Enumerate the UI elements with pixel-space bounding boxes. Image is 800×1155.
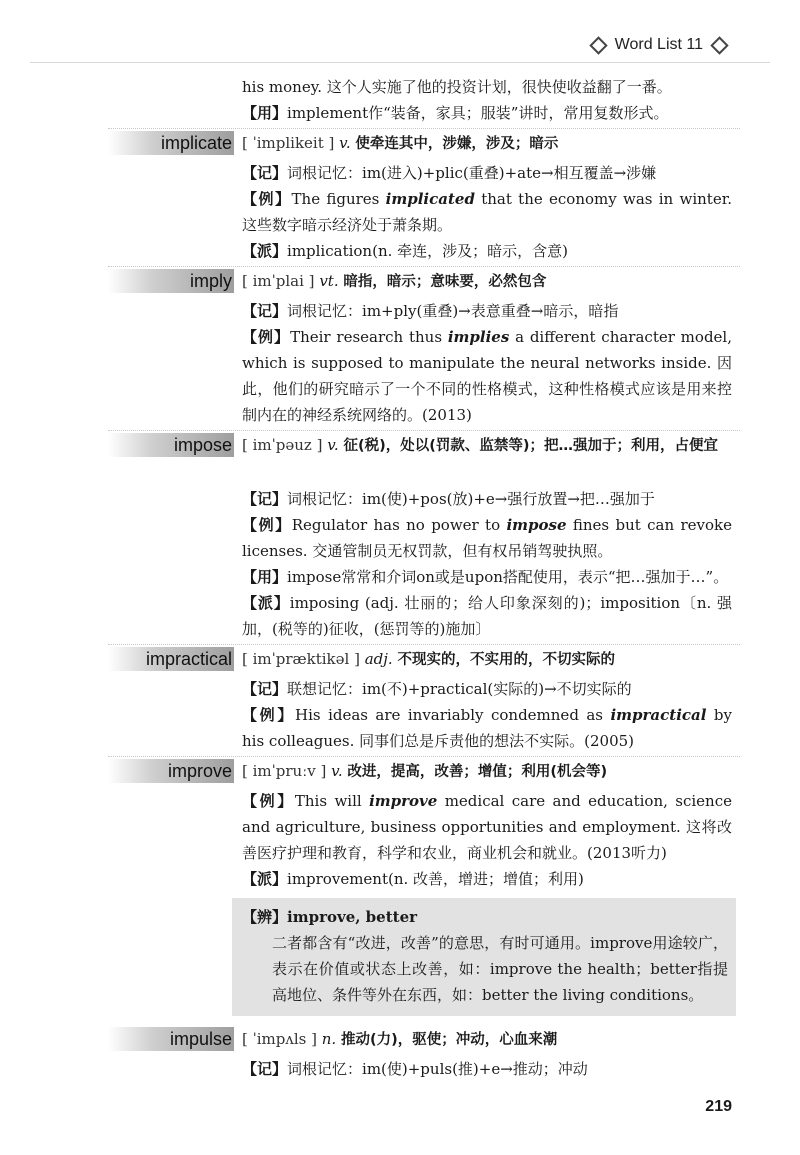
- divider: [108, 756, 740, 757]
- entry-impractical: [0, 644, 800, 676]
- definition-line: [242, 758, 742, 785]
- memory-line: 【记】词根记忆：im(使)+puls(推)+e→推动；冲动: [242, 1060, 588, 1078]
- divider: [108, 430, 740, 431]
- headword: impose: [173, 435, 232, 455]
- divider: [108, 644, 740, 645]
- phonetic: [ imˈpruːv ]: [242, 762, 327, 780]
- divider: [108, 128, 740, 129]
- example-line: 【例】Their research thus implies a different character model, which is supposed to manipulate the neural networks inside. 因此，他们的研究暗示了一个不同的性格模式，这种性格模式应该是用来控制内在的神经系统网络的。(2013): [242, 328, 732, 424]
- part-of-speech: n.: [321, 1030, 337, 1048]
- part-of-speech: v.: [331, 762, 343, 780]
- definition-line: [242, 1026, 742, 1053]
- part-of-speech: v.: [327, 436, 339, 454]
- definition-line: [242, 432, 732, 459]
- diamond-icon: [589, 36, 607, 54]
- entry-impulse: [0, 1024, 800, 1056]
- derived-line: 【派】implication(n. 牵连，涉及；暗示，含意): [242, 242, 568, 260]
- meaning: 使牵连其中，涉嫌，涉及；暗示: [355, 136, 559, 152]
- running-header: [588, 36, 730, 54]
- definition-line: [242, 646, 742, 673]
- memory-line: 【记】联想记忆：im(不)+practical(实际的)→不切实际的: [242, 680, 632, 698]
- diamond-icon: [710, 36, 728, 54]
- meaning: 改进，提高，改善；增值；利用(机会等): [347, 764, 608, 780]
- definition-line: [242, 130, 742, 157]
- use-line: 【用】impose常常和介词on或是upon搭配使用，表示“把…强加于…”。: [242, 568, 729, 586]
- continuation-line: his money. 这个人实施了他的投资计划，很快使收益翻了一番。: [242, 78, 672, 96]
- example-line: 【例】His ideas are invariably condemned as impractical by his colleagues. 同事们总是斥责他的想法不实际。(2005): [242, 706, 732, 750]
- headword: imply: [189, 271, 232, 291]
- memory-line: 【记】词根记忆：im+ply(重叠)→表意重叠→暗示，暗指: [242, 302, 619, 320]
- header-rule: [30, 62, 770, 63]
- entry-imply: [0, 266, 800, 298]
- distinguish-body: 二者都含有“改进，改善”的意思，有时可通用。improve用途较广，表示在价值或状态上改善，如：improve the health；better指提高地位、条件等外在东西，如：better the living conditions。: [272, 934, 728, 1004]
- header-title: Word List 11: [614, 36, 703, 53]
- phonetic: [ imˈpræktikəl ]: [242, 650, 360, 668]
- meaning: 推动(力)，驱使；冲动，心血来潮: [340, 1032, 558, 1048]
- entry-implicate: [0, 128, 800, 160]
- page-number: 219: [705, 1098, 732, 1115]
- part-of-speech: vt.: [319, 272, 339, 290]
- memory-line: 【记】词根记忆：im(使)+pos(放)+e→强行放置→把…强加于: [242, 490, 655, 508]
- distinguish-title: 【辨】improve, better: [242, 908, 418, 926]
- meaning: 不现实的，不实用的，不切实际的: [397, 652, 615, 668]
- meaning: 暗指，暗示；意味要，必然包含: [343, 274, 547, 290]
- part-of-speech: v.: [339, 134, 351, 152]
- example-line: 【例】Regulator has no power to impose fines but can revoke licenses. 交通管制员无权罚款，但有权吊销驾驶执照。: [242, 516, 732, 560]
- headword: impulse: [169, 1029, 232, 1049]
- entry-improve: [0, 756, 800, 788]
- example-line: 【例】The figures implicated that the economy was in winter. 这些数字暗示经济处于萧条期。: [242, 190, 732, 234]
- continuation-use-line: 【用】implement作“装备，家具；服装”讲时，常用复数形式。: [242, 104, 669, 122]
- divider: [108, 266, 740, 267]
- phonetic: [ imˈplai ]: [242, 272, 315, 290]
- part-of-speech: adj.: [364, 650, 393, 668]
- derived-line: 【派】improvement(n. 改善，增进；增值；利用): [242, 870, 584, 888]
- page-content: [0, 74, 800, 1082]
- headword: improve: [167, 761, 232, 781]
- headword: impractical: [145, 649, 232, 669]
- memory-line: 【记】词根记忆：im(进入)+plic(重叠)+ate→相互覆盖→涉嫌: [242, 164, 657, 182]
- example-line: 【例】This will improve medical care and education, science and agriculture, business opportunities and employment. 这将改善医疗护理和教育，科学和农业，商业机会和就业。(2013听力): [242, 792, 732, 862]
- meaning: 征(税)，处以(罚款、监禁等)；把…强加于；利用，占便宜: [343, 438, 718, 454]
- phonetic: [ ˈimpʌls ]: [242, 1030, 317, 1048]
- phonetic: [ imˈpəuz ]: [242, 436, 323, 454]
- use-tag: 【用】: [242, 104, 288, 122]
- distinguish-box: [232, 898, 736, 1016]
- headword: implicate: [160, 133, 232, 153]
- derived-line: 【派】imposing (adj. 壮丽的；给人印象深刻的)；imposition〔n. 强加，(税等的)征收，(惩罚等的)施加〕: [242, 594, 732, 638]
- phonetic: [ ˈimplikeit ]: [242, 134, 335, 152]
- entry-impose: [0, 430, 800, 486]
- definition-line: [242, 268, 742, 295]
